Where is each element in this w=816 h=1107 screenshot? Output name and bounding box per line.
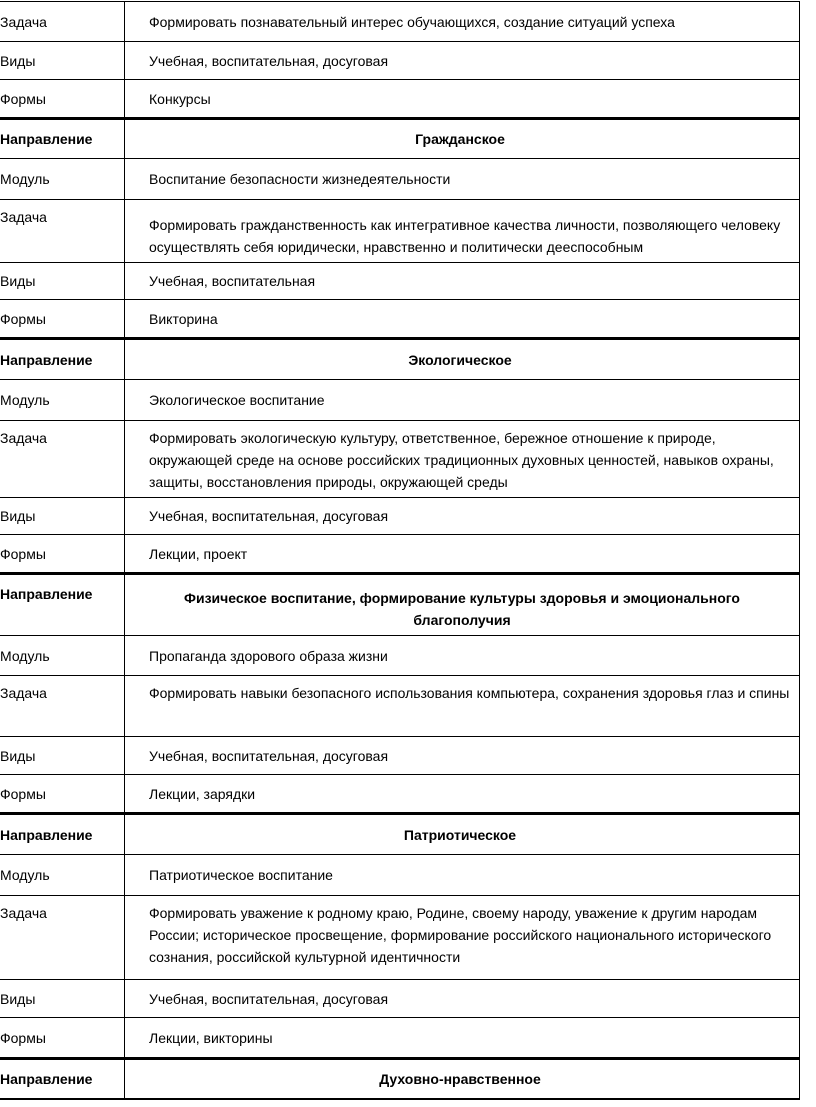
- row-value: Учебная, воспитательная, досуговая: [125, 42, 800, 79]
- row-value: Учебная, воспитательная: [125, 263, 800, 299]
- table-row: [0, 775, 800, 813]
- direction-title: Экологическое: [125, 340, 800, 379]
- row-value: Учебная, воспитательная, досуговая: [125, 980, 800, 1017]
- row-label: Модуль: [0, 855, 125, 895]
- table-row: [0, 737, 800, 775]
- table-row: [0, 421, 800, 498]
- row-value: Экологическое воспитание: [125, 380, 800, 420]
- direction-label: Направление: [0, 120, 125, 158]
- row-value: Формировать уважение к родному краю, Родине, своему народу, уважение к другим народам России; историческое просвещение, формирование российского национального исторического сознания, российской культурной идентичности: [125, 896, 800, 979]
- row-value: Лекции, проект: [125, 535, 800, 572]
- table-row: [0, 535, 800, 573]
- direction-title: Патриотическое: [125, 815, 800, 854]
- row-value: Пропаганда здорового образа жизни: [125, 636, 800, 675]
- row-value: Учебная, воспитательная, досуговая: [125, 498, 800, 534]
- table-row: [0, 636, 800, 676]
- table-row: [0, 1, 800, 42]
- row-value: Формировать навыки безопасного использования компьютера, сохранения здоровья глаз и спины: [125, 676, 800, 736]
- row-value: Учебная, воспитательная, досуговая: [125, 737, 800, 774]
- table-row: [0, 896, 800, 980]
- row-value: Патриотическое воспитание: [125, 855, 800, 895]
- row-label: Задача: [0, 676, 125, 736]
- section-header-row: [0, 338, 800, 380]
- direction-title: Духовно-нравственное: [125, 1060, 800, 1098]
- row-label: Виды: [0, 42, 125, 79]
- row-value: Викторина: [125, 300, 800, 337]
- row-value: Лекции, зарядки: [125, 775, 800, 812]
- table-row: [0, 498, 800, 535]
- table-row: [0, 200, 800, 263]
- row-label: Формы: [0, 535, 125, 572]
- direction-title: Физическое воспитание, формирование культуры здоровья и эмоционального благополучия: [125, 575, 800, 635]
- row-label: Виды: [0, 498, 125, 534]
- row-value: Формировать познавательный интерес обучающихся, создание ситуаций успеха: [125, 2, 800, 41]
- row-label: Формы: [0, 1018, 125, 1057]
- direction-label: Направление: [0, 1060, 125, 1098]
- table-row: [0, 42, 800, 80]
- row-label: Модуль: [0, 159, 125, 199]
- table-row: [0, 380, 800, 421]
- row-label: Задача: [0, 421, 125, 497]
- row-value: Конкурсы: [125, 80, 800, 117]
- row-value: Воспитание безопасности жизнедеятельности: [125, 159, 800, 199]
- table-row: [0, 300, 800, 338]
- row-label: Формы: [0, 300, 125, 337]
- row-label: Модуль: [0, 380, 125, 420]
- table-row: [0, 80, 800, 118]
- row-label: Задача: [0, 200, 125, 262]
- row-label: Виды: [0, 263, 125, 299]
- row-label: Виды: [0, 980, 125, 1017]
- row-label: Формы: [0, 775, 125, 812]
- row-value: Формировать гражданственность как интегративное качества личности, позволяющего человеку осуществлять себя юридически, нравственно и политически дееспособным: [125, 200, 800, 262]
- section-header-row: [0, 1058, 800, 1100]
- row-label: Задача: [0, 896, 125, 979]
- table-row: [0, 855, 800, 896]
- table-row: [0, 676, 800, 737]
- direction-label: Направление: [0, 340, 125, 379]
- row-label: Формы: [0, 80, 125, 117]
- section-header-row: [0, 118, 800, 159]
- section-header-row: [0, 813, 800, 855]
- section-header-row: [0, 573, 800, 636]
- table-row: [0, 980, 800, 1018]
- direction-label: Направление: [0, 815, 125, 854]
- row-label: Задача: [0, 2, 125, 41]
- row-value: Лекции, викторины: [125, 1018, 800, 1057]
- row-value: Формировать экологическую культуру, ответственное, бережное отношение к природе, окружающей среде на основе российских традиционных духовных ценностей, навыков охраны, защиты, восстановления природы, окружающей среды: [125, 421, 800, 497]
- direction-label: Направление: [0, 575, 125, 635]
- table-row: [0, 159, 800, 200]
- row-label: Модуль: [0, 636, 125, 675]
- direction-title: Гражданское: [125, 120, 800, 158]
- document-table: [0, 1, 800, 1100]
- table-row: [0, 263, 800, 300]
- row-label: Виды: [0, 737, 125, 774]
- table-row: [0, 1018, 800, 1058]
